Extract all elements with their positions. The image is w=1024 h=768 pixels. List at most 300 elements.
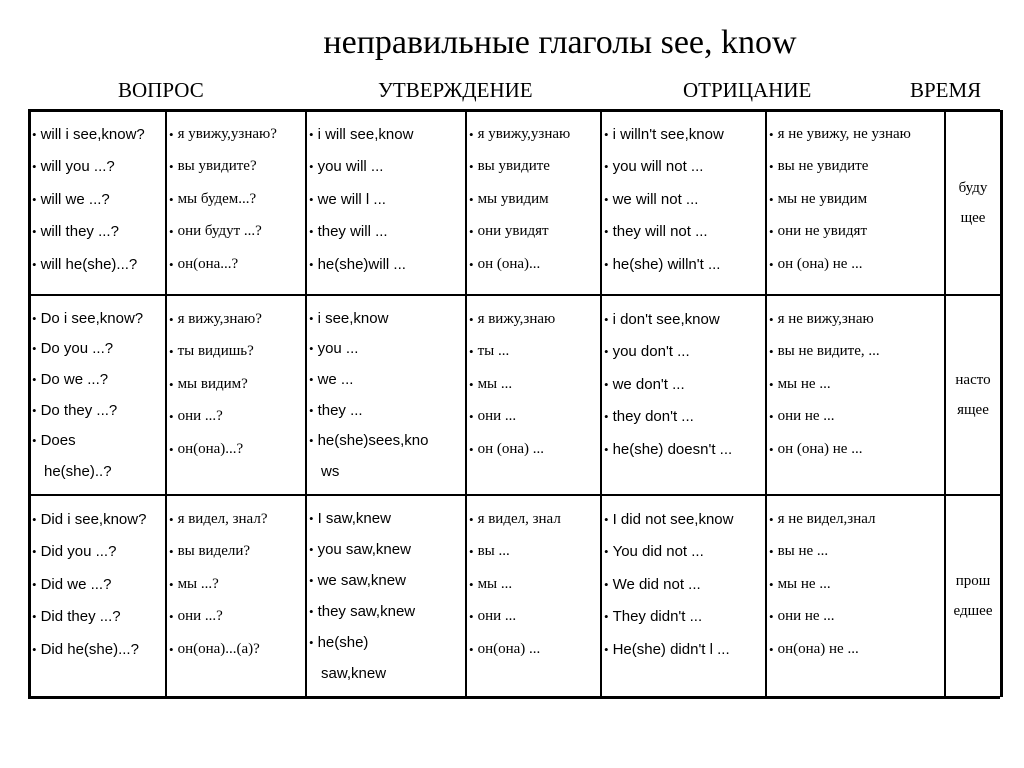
bullet: •: [604, 224, 609, 240]
table-line: [769, 248, 942, 281]
cell-text: I saw,knew: [317, 510, 391, 527]
bullet: •: [469, 224, 474, 240]
table-line: [604, 336, 763, 369]
cell-text: Did i see,know?: [40, 510, 147, 528]
cell-text: они не ...: [777, 408, 835, 425]
cell-text: он (она)...: [477, 255, 541, 272]
bullet: •: [469, 159, 474, 175]
bullet: •: [169, 126, 174, 142]
cell-text: they don't ...: [612, 408, 694, 426]
bullet: •: [169, 191, 174, 207]
table-line: [169, 118, 303, 151]
cell-neg-en: [604, 118, 763, 291]
table-line: [32, 248, 163, 281]
bullet: •: [604, 409, 609, 425]
cell-text: он(она) ...: [477, 640, 541, 657]
cell-text: вы видели?: [177, 543, 251, 560]
cell-text: you don't ...: [612, 343, 690, 361]
bullet: •: [32, 576, 37, 592]
cell-text: он (она) ...: [477, 440, 545, 457]
time-text: ящее: [957, 402, 989, 418]
cell-text: he(she)will ...: [317, 255, 406, 273]
cell-text: я не вижу,знаю: [777, 310, 874, 327]
cell-text: Do i see,know?: [40, 309, 144, 327]
table-line: [769, 151, 942, 184]
cell-time: [946, 365, 1000, 425]
table-line: [469, 216, 598, 249]
cell-question-en: [32, 118, 163, 291]
table-line: [469, 248, 598, 281]
bullet: •: [32, 544, 37, 560]
bullet: •: [309, 372, 314, 388]
bullet: •: [469, 256, 474, 272]
cell-text: You did not ...: [612, 543, 704, 561]
bullet: •: [169, 376, 174, 392]
cell-text: Did he(she)...?: [40, 640, 139, 658]
cell-neg-en: [604, 303, 763, 491]
cell-text: Did they ...?: [40, 608, 121, 626]
cell-text: он(она) не ...: [777, 640, 859, 657]
bullet: •: [469, 609, 474, 625]
cell-affirm-ru: [469, 303, 598, 491]
table-line: [309, 503, 463, 534]
bullet: •: [604, 641, 609, 657]
table-line: [604, 151, 763, 184]
bullet: •: [769, 609, 774, 625]
table-line: [469, 601, 598, 634]
cell-text: We did not ...: [612, 575, 701, 593]
table-line: [32, 426, 163, 457]
bullet: •: [309, 511, 314, 526]
cell-text: мы не ...: [777, 375, 831, 392]
cell-text: мы увидим: [477, 190, 549, 207]
bullet: •: [32, 341, 37, 357]
v-rule: [305, 110, 307, 697]
table-line: [604, 118, 763, 151]
cell-text: he(she)..?: [44, 463, 112, 481]
bullet: •: [32, 511, 37, 527]
table-line: [604, 216, 763, 249]
bullet: •: [469, 126, 474, 142]
table-line: [169, 503, 303, 536]
time-text: буду: [958, 179, 988, 196]
v-rule: [765, 110, 767, 697]
table-line: [769, 368, 942, 401]
table-line: [309, 426, 463, 457]
bullet: •: [309, 191, 314, 207]
cell-text: они ...: [477, 408, 517, 425]
table-line: [309, 534, 463, 565]
cell-text: you will ...: [317, 158, 384, 176]
time-text: щее: [960, 209, 986, 226]
bullet: •: [309, 542, 314, 557]
cell-question-ru: [169, 118, 303, 291]
table-line: [32, 536, 163, 569]
table-line: [469, 433, 598, 466]
cell-text: you will not ...: [612, 158, 704, 176]
h-rule: [28, 109, 1000, 112]
cell-text: ты видишь?: [177, 343, 254, 360]
table-line: [604, 368, 763, 401]
table-line: [32, 633, 163, 666]
cell-text: мы не увидим: [777, 190, 868, 207]
bullet: •: [169, 544, 174, 560]
table-line: [32, 503, 163, 536]
table-line: [309, 364, 463, 395]
table-line: [604, 601, 763, 634]
bullet: •: [604, 576, 609, 592]
bullet: •: [469, 344, 474, 360]
table-line: [32, 568, 163, 601]
bullet: •: [769, 511, 774, 527]
cell-text: они увидят: [477, 223, 549, 240]
bullet: •: [169, 311, 174, 327]
cell-text: he(she) doesn't ...: [612, 440, 733, 458]
cell-text: я увижу,узнаю?: [177, 125, 277, 142]
table-line: [769, 118, 942, 151]
cell-text: он (она) не ...: [777, 440, 863, 457]
table-line: [604, 503, 763, 536]
table-line: [309, 565, 463, 596]
cell-text: я вижу,знаю: [477, 310, 556, 327]
cell-question-ru: [169, 303, 303, 491]
cell-text: мы не ...: [777, 575, 831, 592]
cell-text: вы не видите, ...: [777, 343, 880, 360]
table-line: [309, 395, 463, 426]
table-line: [769, 601, 942, 634]
bullet: •: [309, 256, 314, 272]
cell-text: они ...?: [177, 408, 223, 425]
table-line: [309, 118, 463, 151]
bullet: •: [309, 635, 314, 650]
table-line: [32, 456, 163, 487]
bullet: •: [769, 344, 774, 360]
cell-text: я увижу,узнаю: [477, 125, 571, 142]
bullet: •: [169, 609, 174, 625]
bullet: •: [32, 402, 37, 418]
cell-text: Do we ...?: [40, 371, 109, 389]
bullet: •: [469, 191, 474, 207]
table-line: [32, 334, 163, 365]
cell-text: ws: [321, 463, 340, 481]
bullet: •: [769, 191, 774, 207]
h-rule: [28, 494, 1000, 496]
table-line: [169, 183, 303, 216]
table-line: [469, 118, 598, 151]
bullet: •: [604, 126, 609, 142]
cell-text: they will ...: [317, 223, 388, 241]
bullet: •: [32, 224, 37, 240]
bullet: •: [769, 576, 774, 592]
table-line: [309, 627, 463, 658]
cell-affirm-ru: [469, 503, 598, 693]
cell-text: i will see,know: [317, 125, 414, 143]
cell-text: he(she) willn't ...: [612, 255, 721, 273]
bullet: •: [769, 126, 774, 142]
cell-text: я не увижу, не узнаю: [777, 125, 911, 142]
table-line: [169, 568, 303, 601]
cell-text: will he(she)...?: [40, 255, 138, 273]
table-line: [169, 216, 303, 249]
cell-affirm-en: [309, 303, 463, 491]
table-line: [309, 658, 463, 689]
page-title: неправильные глаголы see, know: [323, 24, 797, 61]
cell-time: [946, 566, 1000, 626]
bullet: •: [169, 441, 174, 457]
cell-affirm-en: [309, 118, 463, 291]
bullet: •: [309, 573, 314, 588]
bullet: •: [32, 159, 37, 175]
bullet: •: [309, 604, 314, 619]
cell-text: Do they ...?: [40, 401, 118, 419]
bullet: •: [769, 159, 774, 175]
v-rule: [165, 110, 167, 697]
table-line: [32, 151, 163, 184]
header-negative: ОТРИЦАНИЕ: [683, 78, 812, 102]
cell-text: we don't ...: [612, 375, 685, 393]
cell-text: Does: [40, 432, 76, 450]
bullet: •: [169, 159, 174, 175]
cell-text: we will l ...: [317, 190, 386, 208]
v-rule: [1000, 110, 1003, 697]
cell-text: we saw,knew: [317, 572, 406, 589]
table-line: [769, 536, 942, 569]
bullet: •: [469, 576, 474, 592]
bullet: •: [604, 256, 609, 272]
table-line: [169, 536, 303, 569]
table-line: [769, 568, 942, 601]
bullet: •: [469, 544, 474, 560]
table-line: [309, 456, 463, 487]
time-text: прош: [955, 573, 991, 589]
v-rule: [465, 110, 467, 697]
cell-text: we ...: [317, 371, 354, 389]
table-line: [309, 248, 463, 281]
cell-text: will you ...?: [40, 158, 115, 176]
table-line: [32, 118, 163, 151]
table-line: [469, 503, 598, 536]
bullet: •: [769, 544, 774, 560]
table-line: [309, 596, 463, 627]
cell-text: i see,know: [317, 309, 389, 327]
bullet: •: [604, 376, 609, 392]
bullet: •: [469, 641, 474, 657]
table-line: [309, 151, 463, 184]
table-line: [604, 536, 763, 569]
table-line: [469, 151, 598, 184]
bullet: •: [32, 256, 37, 272]
cell-text: you saw,knew: [317, 541, 411, 558]
table-line: [169, 336, 303, 369]
bullet: •: [604, 344, 609, 360]
cell-text: He(she) didn't l ...: [612, 640, 730, 658]
table-line: [32, 183, 163, 216]
cell-time: [946, 173, 1000, 233]
table-line: [769, 503, 942, 536]
table-line: [309, 216, 463, 249]
table-line: [32, 395, 163, 426]
bullet: •: [309, 341, 314, 357]
cell-question-en: [32, 503, 163, 693]
table-line: [604, 248, 763, 281]
bullet: •: [769, 256, 774, 272]
bullet: •: [469, 511, 474, 527]
bullet: •: [309, 433, 314, 449]
table-line: [769, 303, 942, 336]
cell-text: вы увидите?: [177, 158, 257, 175]
cell-text: Do you ...?: [40, 340, 114, 358]
bullet: •: [309, 159, 314, 175]
bullet: •: [769, 224, 774, 240]
bullet: •: [169, 641, 174, 657]
v-rule: [28, 110, 31, 697]
cell-text: они не увидят: [777, 223, 867, 240]
table-line: [469, 303, 598, 336]
table-line: [32, 303, 163, 334]
cell-text: They didn't ...: [612, 608, 703, 626]
table-line: [309, 183, 463, 216]
cell-text: вы не ...: [777, 543, 829, 560]
cell-affirm-ru: [469, 118, 598, 291]
time-text: насто: [955, 372, 991, 388]
cell-text: они ...?: [177, 608, 223, 625]
bullet: •: [769, 409, 774, 425]
table-line: [32, 216, 163, 249]
header-time: ВРЕМЯ: [910, 78, 982, 102]
bullet: •: [769, 376, 774, 392]
cell-question-en: [32, 303, 163, 491]
table-line: [604, 401, 763, 434]
cell-text: он(она)...(а)?: [177, 640, 260, 657]
bullet: •: [604, 511, 609, 527]
cell-text: он(она)...?: [177, 440, 244, 457]
bullet: •: [309, 310, 314, 326]
bullet: •: [769, 641, 774, 657]
bullet: •: [169, 224, 174, 240]
cell-neg-en: [604, 503, 763, 693]
bullet: •: [604, 609, 609, 625]
table-line: [309, 303, 463, 334]
cell-text: вы увидите: [477, 158, 550, 175]
header-affirmative: УТВЕРЖДЕНИЕ: [378, 78, 533, 102]
cell-text: вы не увидите: [777, 158, 869, 175]
table-line: [604, 303, 763, 336]
cell-text: i don't see,know: [612, 310, 720, 328]
table-line: [469, 633, 598, 666]
cell-text: will they ...?: [40, 223, 119, 241]
table-line: [469, 336, 598, 369]
cell-text: мы ...?: [177, 575, 219, 592]
bullet: •: [32, 372, 37, 388]
bullet: •: [469, 311, 474, 327]
table-line: [169, 303, 303, 336]
table-line: [769, 401, 942, 434]
table-line: [169, 248, 303, 281]
bullet: •: [32, 191, 37, 207]
bullet: •: [169, 409, 174, 425]
cell-neg-ru: [769, 503, 942, 693]
bullet: •: [769, 441, 774, 457]
cell-text: I did not see,know: [612, 510, 734, 528]
table-line: [769, 633, 942, 666]
bullet: •: [169, 511, 174, 527]
cell-text: i willn't see,know: [612, 125, 724, 143]
table-line: [769, 216, 942, 249]
table-line: [169, 633, 303, 666]
cell-text: они будут ...?: [177, 223, 262, 240]
cell-text: they saw,knew: [317, 603, 416, 620]
header-question: ВОПРОС: [118, 78, 204, 102]
cell-affirm-en: [309, 503, 463, 693]
cell-neg-ru: [769, 118, 942, 291]
cell-text: Did you ...?: [40, 543, 117, 561]
bullet: •: [309, 126, 314, 142]
cell-text: я видел, знал?: [177, 510, 268, 527]
bullet: •: [309, 224, 314, 240]
cell-text: they will not ...: [612, 223, 708, 241]
cell-text: they ...: [317, 401, 363, 419]
table-line: [469, 536, 598, 569]
table-line: [169, 368, 303, 401]
cell-text: я вижу,знаю?: [177, 310, 262, 327]
table-line: [604, 568, 763, 601]
cell-text: они ...: [477, 608, 517, 625]
cell-text: он (она) не ...: [777, 255, 863, 272]
cell-neg-ru: [769, 303, 942, 491]
cell-text: мы ...: [477, 575, 513, 592]
table-line: [469, 568, 598, 601]
bullet: •: [32, 609, 37, 625]
cell-text: will i see,know?: [40, 125, 145, 143]
table-line: [309, 334, 463, 365]
bullet: •: [32, 310, 37, 326]
table-line: [604, 433, 763, 466]
bullet: •: [169, 576, 174, 592]
bullet: •: [32, 126, 37, 142]
table-line: [469, 401, 598, 434]
bullet: •: [604, 311, 609, 327]
cell-text: Did we ...?: [40, 575, 112, 593]
table-line: [32, 601, 163, 634]
bullet: •: [769, 311, 774, 327]
table-line: [32, 364, 163, 395]
bullet: •: [604, 159, 609, 175]
table-line: [769, 433, 942, 466]
table-line: [469, 368, 598, 401]
cell-text: мы будем...?: [177, 190, 257, 207]
bullet: •: [604, 441, 609, 457]
cell-text: мы ...: [477, 375, 513, 392]
cell-text: мы видим?: [177, 375, 248, 392]
table-line: [604, 183, 763, 216]
bullet: •: [169, 344, 174, 360]
cell-text: he(she): [317, 634, 369, 651]
cell-text: он(она...?: [177, 255, 239, 272]
cell-text: will we ...?: [40, 190, 110, 208]
table-line: [769, 336, 942, 369]
cell-text: я не видел,знал: [777, 510, 876, 527]
bullet: •: [469, 409, 474, 425]
cell-text: я видел, знал: [477, 510, 561, 527]
cell-text: вы ...: [477, 543, 510, 560]
bullet: •: [169, 256, 174, 272]
cell-text: he(she)sees,kno: [317, 432, 429, 450]
bullet: •: [469, 376, 474, 392]
bullet: •: [32, 433, 37, 449]
table-line: [469, 183, 598, 216]
h-rule: [28, 294, 1000, 296]
table-line: [169, 433, 303, 466]
